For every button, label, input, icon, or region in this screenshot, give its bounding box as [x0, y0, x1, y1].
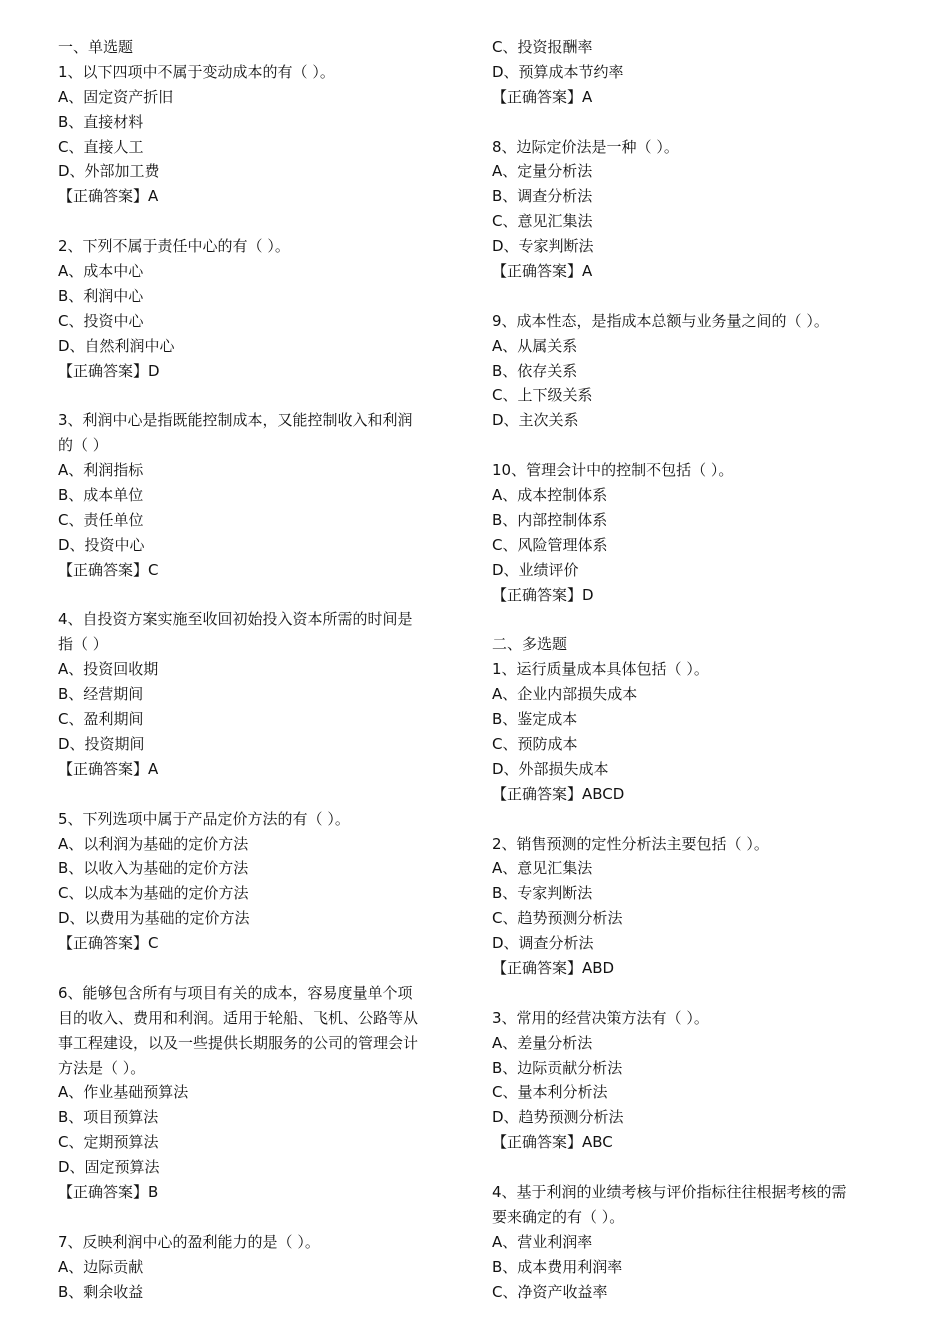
- blank-line: [492, 607, 912, 632]
- answer-option: D、固定预算法: [58, 1158, 160, 1177]
- correct-answer: 【正确答案】D: [492, 585, 594, 604]
- correct-answer: 【正确答案】B: [58, 1182, 159, 1201]
- answer-option: A、以利润为基础的定价方法: [58, 834, 249, 853]
- answer-option: B、直接材料: [58, 112, 144, 131]
- question-text: 8、边际定价法是一种（ ）。: [492, 137, 679, 156]
- answer-option: C、趋势预测分析法: [492, 909, 623, 928]
- answer-option: D、主次关系: [492, 411, 579, 430]
- question-text: 6、能够包含所有与项目有关的成本，容易度量单个项: [58, 983, 413, 1002]
- blank-line: [492, 284, 912, 309]
- blank-line: [492, 807, 912, 832]
- answer-option: C、净资产收益率: [492, 1282, 608, 1301]
- left-column: [58, 35, 468, 1304]
- answer-option: D、趋势预测分析法: [492, 1108, 624, 1127]
- answer-option: A、营业利润率: [492, 1232, 593, 1251]
- answer-option: D、专家判断法: [492, 237, 594, 256]
- blank-line: [58, 383, 468, 408]
- answer-option: C、意见汇集法: [492, 212, 593, 231]
- answer-option: B、调查分析法: [492, 187, 593, 206]
- blank-line: [58, 1205, 468, 1230]
- answer-option: B、专家判断法: [492, 884, 593, 903]
- blank-line: [58, 583, 468, 608]
- text-line: 方法是（ ）。: [58, 1058, 146, 1077]
- answer-option: D、投资期间: [58, 734, 145, 753]
- blank-line: [58, 782, 468, 807]
- answer-option: B、剩余收益: [58, 1282, 144, 1301]
- question-text: 7、反映利润中心的盈利能力的是（ ）。: [58, 1232, 320, 1251]
- text-line: 要来确定的有（ ）。: [492, 1207, 625, 1226]
- answer-option: A、定量分析法: [492, 162, 593, 181]
- correct-answer: 【正确答案】ABCD: [492, 784, 625, 803]
- question-text: 3、利润中心是指既能控制成本，又能控制收入和利润: [58, 411, 413, 430]
- section-heading: 二、多选题: [492, 635, 568, 654]
- answer-option: D、外部加工费: [58, 162, 160, 181]
- blank-line: [58, 209, 468, 234]
- answer-option: A、成本中心: [58, 262, 144, 281]
- answer-option: D、业绩评价: [492, 560, 579, 579]
- answer-option: C、定期预算法: [58, 1133, 159, 1152]
- correct-answer: 【正确答案】ABC: [492, 1133, 613, 1152]
- answer-option: C、投资中心: [58, 311, 144, 330]
- blank-line: [492, 981, 912, 1006]
- answer-option: B、鉴定成本: [492, 710, 578, 729]
- answer-option: D、预算成本节约率: [492, 62, 624, 81]
- correct-answer: 【正确答案】D: [58, 361, 160, 380]
- answer-option: D、调查分析法: [492, 934, 594, 953]
- question-text: 2、下列不属于责任中心的有（ ）。: [58, 237, 290, 256]
- text-line: 目的收入、费用和利润。适用于轮船、飞机、公路等从: [58, 1008, 419, 1027]
- answer-option: B、内部控制体系: [492, 510, 608, 529]
- text-line: 指（ ）: [58, 635, 108, 654]
- answer-option: B、成本费用利润率: [492, 1257, 623, 1276]
- answer-option: D、自然利润中心: [58, 336, 175, 355]
- correct-answer: 【正确答案】A: [58, 187, 159, 206]
- right-column: [492, 35, 912, 1304]
- text-line: 事工程建设，以及一些提供长期服务的公司的管理会计: [58, 1033, 419, 1052]
- answer-option: A、成本控制体系: [492, 486, 608, 505]
- answer-option: C、风险管理体系: [492, 535, 608, 554]
- answer-option: C、盈利期间: [58, 710, 144, 729]
- question-text: 9、成本性态，是指成本总额与业务量之间的（ ）。: [492, 311, 829, 330]
- question-text: 5、下列选项中属于产品定价方法的有（ ）。: [58, 809, 350, 828]
- answer-option: C、直接人工: [58, 137, 144, 156]
- answer-option: A、固定资产折旧: [58, 87, 174, 106]
- blank-line: [58, 956, 468, 981]
- answer-option: C、责任单位: [58, 510, 144, 529]
- answer-option: B、边际贡献分析法: [492, 1058, 623, 1077]
- question-text: 2、销售预测的定性分析法主要包括（ ）。: [492, 834, 769, 853]
- answer-option: C、以成本为基础的定价方法: [58, 884, 249, 903]
- question-text: 4、基于利润的业绩考核与评价指标往往根据考核的需: [492, 1182, 847, 1201]
- question-text: 1、运行质量成本具体包括（ ）。: [492, 660, 709, 679]
- answer-option: A、边际贡献: [58, 1257, 144, 1276]
- blank-line: [492, 1155, 912, 1180]
- section-heading: 一、单选题: [58, 38, 134, 56]
- correct-answer: 【正确答案】C: [58, 560, 159, 579]
- answer-option: C、上下级关系: [492, 386, 593, 405]
- text-line: 的（ ）: [58, 436, 108, 455]
- answer-option: C、预防成本: [492, 734, 578, 753]
- answer-option: D、投资中心: [58, 535, 145, 554]
- answer-option: A、投资回收期: [58, 660, 159, 679]
- correct-answer: 【正确答案】A: [58, 759, 159, 778]
- correct-answer: 【正确答案】A: [492, 87, 593, 106]
- question-text: 4、自投资方案实施至收回初始投入资本所需的时间是: [58, 610, 413, 629]
- answer-option: B、项目预算法: [58, 1108, 159, 1127]
- question-text: 10、管理会计中的控制不包括（ ）。: [492, 461, 734, 480]
- answer-option: A、从属关系: [492, 336, 578, 355]
- answer-option: C、投资报酬率: [492, 38, 593, 56]
- answer-option: D、外部损失成本: [492, 759, 609, 778]
- answer-option: B、利润中心: [58, 286, 144, 305]
- answer-option: D、以费用为基础的定价方法: [58, 909, 250, 928]
- answer-option: A、利润指标: [58, 461, 144, 480]
- answer-option: C、量本利分析法: [492, 1083, 608, 1102]
- answer-option: A、意见汇集法: [492, 859, 593, 878]
- answer-option: B、经营期间: [58, 685, 144, 704]
- answer-option: A、作业基础预算法: [58, 1083, 189, 1102]
- blank-line: [492, 110, 912, 135]
- correct-answer: 【正确答案】ABD: [492, 958, 615, 977]
- question-text: 1、以下四项中不属于变动成本的有（ ）。: [58, 62, 335, 81]
- answer-option: A、企业内部损失成本: [492, 685, 638, 704]
- answer-option: B、以收入为基础的定价方法: [58, 859, 249, 878]
- correct-answer: 【正确答案】A: [492, 262, 593, 281]
- blank-line: [492, 433, 912, 458]
- answer-option: B、成本单位: [58, 486, 144, 505]
- correct-answer: 【正确答案】C: [58, 934, 159, 953]
- answer-option: A、差量分析法: [492, 1033, 593, 1052]
- question-text: 3、常用的经营决策方法有（ ）。: [492, 1008, 709, 1027]
- answer-option: B、依存关系: [492, 361, 578, 380]
